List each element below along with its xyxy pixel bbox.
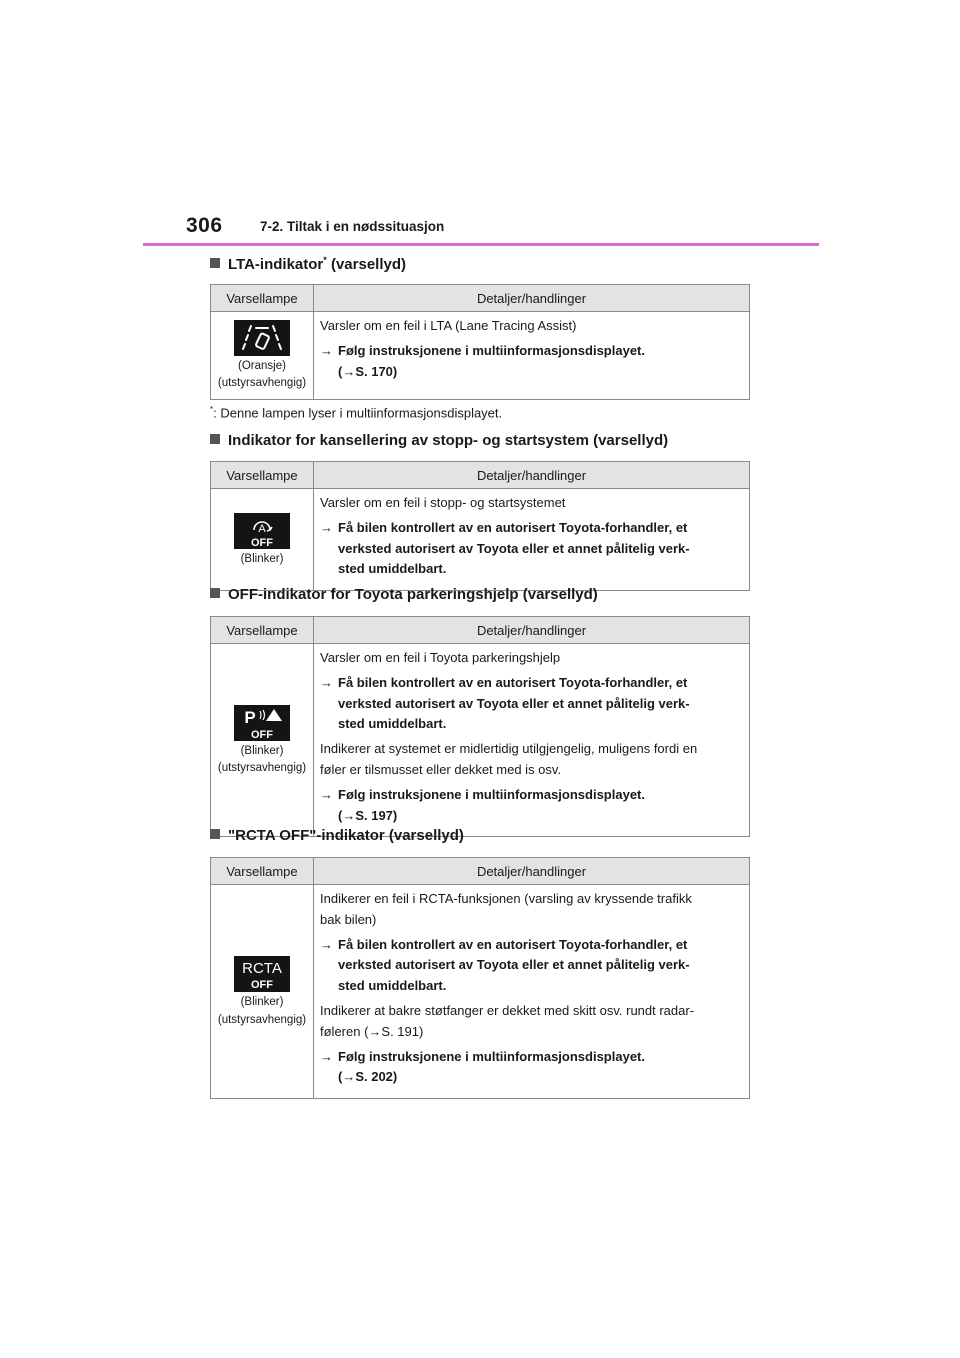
svg-text:P: P <box>244 707 256 727</box>
warning-table-rcta <box>210 857 750 1099</box>
detail-text: Varsler om en feil i LTA (Lane Tracing Assist) <box>320 318 577 333</box>
action-item: → Få bilen kontrollert av en autorisert Toyota-forhandler, et verksted autorisert av Toyota eller et annet pålitelig verk- sted umiddelbart. <box>320 518 743 580</box>
warning-table-lta <box>210 284 750 400</box>
section-bullet <box>210 258 220 268</box>
lamp-note: (utstyrsavhengig) <box>217 1013 307 1026</box>
svg-text:OFF: OFF <box>251 728 273 741</box>
lamp-note: (Oransje) <box>238 360 286 372</box>
lamp-cell <box>211 644 314 837</box>
lamp-cell <box>211 885 314 1099</box>
footnote: *: Denne lampen lyser i multiinformasjonsdisplayet. <box>210 405 503 421</box>
action-item: → Følg instruksjonene i multiinformasjonsdisplayet. (→S. 197) <box>320 785 743 827</box>
column-header-details: Detaljer/handlinger <box>314 285 750 312</box>
detail-cell <box>314 312 750 400</box>
column-header-details: Detaljer/handlinger <box>314 462 750 489</box>
detail-text: Indikerer at bakre støtfanger er dekket med skitt osv. rundt radar- føleren (→S. 191) <box>320 1002 695 1039</box>
lta-indicator-icon <box>234 320 290 356</box>
arrow-icon: → <box>320 936 333 952</box>
section-title-rcta: "RCTA OFF"-indikator (varsellyd) <box>210 827 464 844</box>
detail-text: Varsler om en feil i Toyota parkeringshjelp <box>320 650 561 665</box>
svg-text:OFF: OFF <box>251 979 273 992</box>
action-item: → Følg instruksjonene i multiinformasjonsdisplayet. (→S. 202) <box>320 1047 743 1089</box>
chapter-title: 7-2. Tiltak i en nødssituasjon <box>260 219 445 234</box>
column-header-lamp: Varsellampe <box>211 617 314 644</box>
column-header-lamp: Varsellampe <box>211 858 314 885</box>
lamp-note: (Blinker) <box>240 744 284 757</box>
section-title-stop-start: Indikator for kansellering av stopp- og startsystem (varsellyd) <box>210 432 668 449</box>
detail-text: Indikerer at systemet er midlertidig utilgjengelig, muligens fordi en føler er tilsmusset eller dekket med is osv. <box>320 741 698 777</box>
arrow-icon: → <box>320 786 333 802</box>
lamp-note: (utstyrsavhengig) <box>217 377 307 390</box>
section-bullet <box>210 434 220 444</box>
detail-cell <box>314 644 750 837</box>
arrow-icon: → <box>320 519 333 535</box>
action-item: → Få bilen kontrollert av en autorisert Toyota-forhandler, et verksted autorisert av Toyota eller et annet pålitelig verk- sted umiddelbart. <box>320 935 743 997</box>
action-item: → Følg instruksjonene i multiinformasjonsdisplayet. (→S. 170) <box>320 341 743 383</box>
column-header-details: Detaljer/handlinger <box>314 617 750 644</box>
parking-assist-off-icon <box>234 705 290 741</box>
svg-text:A: A <box>258 522 266 535</box>
rcta-off-icon <box>234 956 290 992</box>
column-header-details: Detaljer/handlinger <box>314 858 750 885</box>
detail-cell <box>314 885 750 1099</box>
lamp-note: (Blinker) <box>240 996 284 1009</box>
svg-text:OFF: OFF <box>251 536 273 549</box>
arrow-icon: → <box>320 342 333 358</box>
detail-text: Indikerer en feil i RCTA-funksjonen (varsling av kryssende trafikk bak bilen) <box>320 891 692 927</box>
arrow-icon: → <box>320 674 333 690</box>
action-item: → Få bilen kontrollert av en autorisert Toyota-forhandler, et verksted autorisert av Toyota eller et annet pålitelig verk- sted umiddelbart. <box>320 673 743 735</box>
arrow-icon: → <box>320 1048 333 1064</box>
page-number: 306 <box>186 214 223 237</box>
detail-text: Varsler om en feil i stopp- og startsystemet <box>320 495 566 510</box>
section-title-lta: LTA-indikator* (varsellyd) <box>210 255 406 273</box>
section-bullet <box>210 829 220 839</box>
lamp-cell <box>211 312 314 400</box>
auto-stop-off-icon <box>234 513 290 549</box>
lamp-note: (Blinker) <box>240 552 284 565</box>
column-header-lamp: Varsellampe <box>211 285 314 312</box>
lamp-cell <box>211 489 314 591</box>
warning-table-stop-start <box>210 461 750 591</box>
svg-text:RCTA: RCTA <box>242 960 282 978</box>
detail-cell <box>314 489 750 591</box>
header-rule <box>143 243 819 246</box>
warning-table-parking-assist <box>210 616 750 837</box>
lamp-note: (utstyrsavhengig) <box>217 762 307 775</box>
section-bullet <box>210 588 220 598</box>
column-header-lamp: Varsellampe <box>211 462 314 489</box>
section-title-parking-assist: OFF-indikator for Toyota parkeringshjelp (varsellyd) <box>210 586 598 603</box>
